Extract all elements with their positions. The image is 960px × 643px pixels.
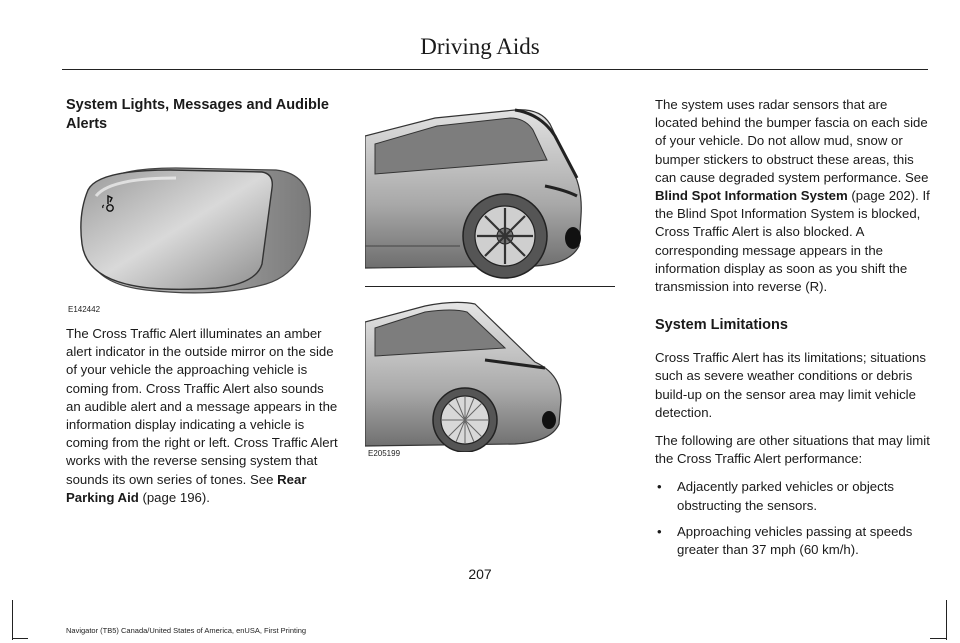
figure-code-e142442: E142442 (68, 305, 101, 314)
link-blind-spot-information-system[interactable]: Blind Spot Information System (655, 188, 848, 204)
section-heading-limitations: System Limitations (655, 317, 788, 334)
link-rear-parking-aid[interactable]: Rear Parking Aid (66, 471, 307, 505)
header-rule (62, 69, 928, 70)
paragraph-limitations: Cross Traffic Alert has its limitations; situations such as severe weather conditions or debris build-up on the sensor area may limit vehicle detection. (655, 350, 926, 420)
limitations-list (655, 478, 931, 559)
paragraph-text: The Cross Traffic Alert illuminates an amber alert indicator in the outside mirror on the side of your vehicle the approaching vehicle is coming from. Cross Traffic Alert also sounds an audible alert and a message appears in the information display indicating a vehicle is coming from the right or left. Cross Traffic Alert works with the reverse sensing system that sounds its own series of tones. See (66, 326, 338, 487)
suv-rear-illustration (365, 96, 617, 281)
paragraph-text: The system uses radar sensors that are located behind the bumper fascia on each side of your vehicle. Do not allow mud, snow or bumper stickers to obstruct these areas, this can cause degraded system performance. See (655, 97, 929, 185)
paragraph-other-situations: The following are other situations that may limit the Cross Traffic Alert performance: (655, 433, 930, 467)
figure-code-e205199: E205199 (368, 449, 401, 458)
crop-mark-left (12, 600, 29, 640)
footer-text: Navigator (TB5) Canada/United States of America, enUSA, First Printing (66, 626, 307, 635)
paragraph-cross-traffic-alert (66, 325, 338, 507)
paragraph-text-end: (page 202). If the Blind Spot Information System is blocked, Cross Traffic Alert is also blocked. A corresponding message appears in the information display as soon as you shift the transmission into reverse (R). (655, 188, 930, 295)
list-item: • Approaching vehicles passing at speeds greater than 37 mph (60 km/h). (655, 523, 931, 559)
crop-mark-right-bottom (930, 638, 946, 639)
crop-mark-left-bottom (12, 638, 28, 639)
paragraph-text-end: (page 196). (138, 489, 210, 505)
sedan-rear-illustration (365, 292, 617, 452)
crop-mark-right (946, 600, 947, 640)
right-column (655, 96, 931, 567)
page-number: 207 (468, 566, 492, 582)
figure-divider (365, 286, 615, 287)
left-body (66, 325, 338, 517)
page-header-title: Driving Aids (420, 34, 540, 59)
mirror-illustration (66, 160, 338, 306)
section-heading-lights: System Lights, Messages and Audible Alerts (66, 97, 329, 132)
left-column (66, 96, 338, 134)
paragraph-radar-sensors (655, 96, 931, 296)
list-item: • Adjacently parked vehicles or objects obstructing the sensors. (655, 478, 931, 514)
